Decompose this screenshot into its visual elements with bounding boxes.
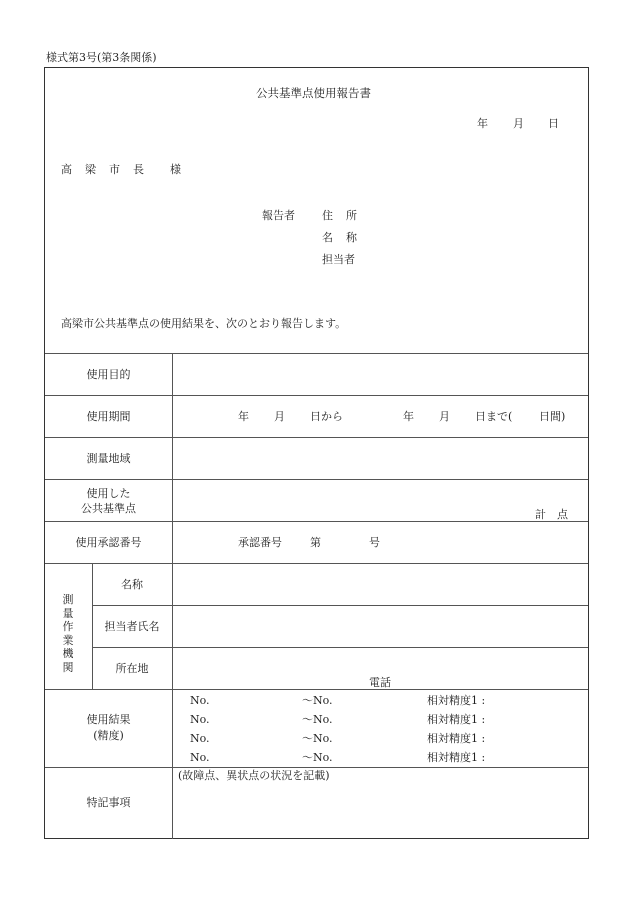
reporter-address-label: 住所 <box>322 209 370 222</box>
result-to-label: 〜No. <box>302 713 333 726</box>
period-until-label: 日まで( <box>475 410 513 423</box>
form-number-label: 様式第3号(第3条関係) <box>46 51 157 64</box>
period-year2-label: 年 <box>403 410 414 423</box>
period-days-label: 日間) <box>539 410 566 423</box>
reporter-person-label: 担当者 <box>322 253 355 266</box>
row-rule <box>92 605 588 606</box>
row-rule <box>45 479 588 480</box>
agency-person-label: 担当者氏名 <box>104 620 160 633</box>
row-rule <box>45 563 588 564</box>
area-label: 測量地域 <box>86 452 131 465</box>
approval-prefix-label: 第 <box>310 536 321 549</box>
remarks-note: (故障点、異状点の状況を記載) <box>178 769 330 782</box>
reporter-name-label: 名称 <box>322 231 370 244</box>
reporter-label: 報告者 <box>262 209 295 222</box>
form-title: 公共基準点使用報告書 <box>256 86 371 100</box>
row-rule <box>45 395 588 396</box>
date-month-label: 月 <box>513 117 524 130</box>
result-label-line1: 使用結果 <box>86 713 131 726</box>
result-to-label: 〜No. <box>302 732 333 745</box>
date-day-label: 日 <box>548 117 559 130</box>
date-year-label: 年 <box>477 117 488 130</box>
agency-name-label: 名称 <box>121 578 143 591</box>
approval-number-label: 承認番号 <box>238 536 282 549</box>
addressee-suffix: 様 <box>170 163 181 176</box>
row-rule <box>92 647 588 648</box>
used-points-label-line2: 公共基準点 <box>81 502 136 515</box>
result-precision-label: 相対精度1 : <box>427 732 486 745</box>
period-month2-label: 月 <box>439 410 450 423</box>
result-no-label: No. <box>190 732 210 745</box>
remarks-label: 特記事項 <box>86 796 131 809</box>
agency-location-label: 所在地 <box>115 662 149 675</box>
result-precision-label: 相対精度1 : <box>427 751 486 764</box>
result-no-label: No. <box>190 694 210 707</box>
used-points-label-line1: 使用した <box>86 487 131 500</box>
result-no-label: No. <box>190 713 210 726</box>
agency-group-label: 測量作業機関 <box>62 593 74 674</box>
label-column-rule <box>172 353 173 839</box>
intro-text: 高梁市公共基準点の使用結果を、次のとおり報告します。 <box>61 317 347 330</box>
result-precision-label: 相対精度1 : <box>427 694 486 707</box>
table-top-rule <box>45 353 588 354</box>
row-rule <box>45 521 588 522</box>
row-rule <box>45 767 588 768</box>
approval-suffix-label: 号 <box>369 536 380 549</box>
phone-label: 電話 <box>369 676 391 689</box>
period-year-label: 年 <box>238 410 249 423</box>
result-to-label: 〜No. <box>302 751 333 764</box>
row-rule <box>45 437 588 438</box>
approval-label: 使用承認番号 <box>75 536 142 549</box>
purpose-label: 使用目的 <box>86 368 131 381</box>
row-rule <box>45 689 588 690</box>
period-from-label: 日から <box>310 410 343 423</box>
result-precision-label: 相対精度1 : <box>427 713 486 726</box>
period-month-label: 月 <box>274 410 285 423</box>
period-label: 使用期間 <box>86 410 131 423</box>
points-unit-label: 計 点 <box>535 508 568 521</box>
addressee: 高梁市長 <box>61 163 157 176</box>
result-label-line2: (精度) <box>93 729 124 742</box>
result-to-label: 〜No. <box>302 694 333 707</box>
result-no-label: No. <box>190 751 210 764</box>
